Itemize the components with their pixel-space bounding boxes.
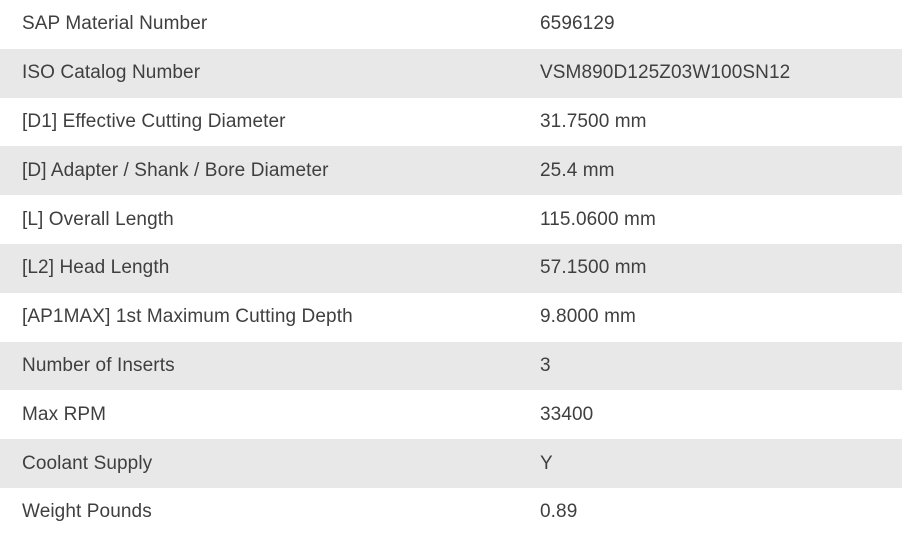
table-row xyxy=(0,293,902,342)
row-label: [AP1MAX] 1st Maximum Cutting Depth xyxy=(22,306,353,328)
row-label: Number of Inserts xyxy=(22,354,175,376)
table-row xyxy=(0,146,902,195)
table-row xyxy=(0,342,902,391)
row-value: 0.89 xyxy=(540,501,578,523)
table-row xyxy=(0,439,902,488)
row-label: SAP Material Number xyxy=(22,13,208,35)
row-value: 3 xyxy=(540,354,551,376)
row-value: 9.8000 mm xyxy=(540,306,636,328)
row-value: 25.4 mm xyxy=(540,159,615,181)
row-value: 115.0600 mm xyxy=(540,208,656,230)
table-row xyxy=(0,488,902,537)
row-value: Y xyxy=(540,452,553,474)
row-value: 31.7500 mm xyxy=(540,110,647,132)
row-value: 33400 xyxy=(540,403,594,425)
table-row xyxy=(0,390,902,439)
table-row xyxy=(0,98,902,147)
row-label: [D1] Effective Cutting Diameter xyxy=(22,110,286,132)
row-label: Max RPM xyxy=(22,403,107,425)
row-label: [L] Overall Length xyxy=(22,208,174,230)
row-label: Weight Pounds xyxy=(22,501,152,523)
row-value: VSM890D125Z03W100SN12 xyxy=(540,62,791,84)
table-row xyxy=(0,244,902,293)
row-label: [D] Adapter / Shank / Bore Diameter xyxy=(22,159,329,181)
row-value: 6596129 xyxy=(540,13,615,35)
row-label: ISO Catalog Number xyxy=(22,62,201,84)
table-row xyxy=(0,0,902,49)
table-row xyxy=(0,195,902,244)
row-label: [L2] Head Length xyxy=(22,257,170,279)
row-label: Coolant Supply xyxy=(22,452,153,474)
row-value: 57.1500 mm xyxy=(540,257,647,279)
table-row xyxy=(0,49,902,98)
